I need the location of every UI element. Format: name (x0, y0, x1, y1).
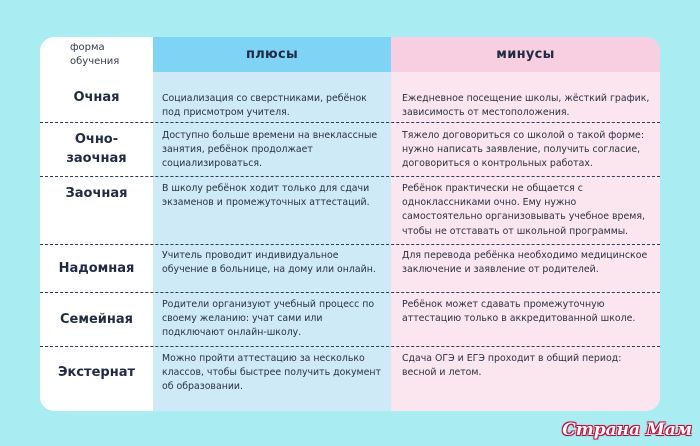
row-plus-text: Родители организуют учебный процесс по своему желанию: учат сами или подключают онлайн-школу. (162, 299, 375, 339)
row-form-name: Надомная (58, 260, 135, 276)
row-plus-text: Можно пройти аттестацию за несколько классов, чтобы быстрее получить документ об образовании. (162, 353, 381, 393)
header-form-label: форма обучения (70, 42, 120, 67)
header-minus-label: минусы (391, 37, 660, 72)
row-form-name: Очная (73, 89, 120, 105)
table-row (40, 346, 660, 411)
row-form-name: Заочная (65, 186, 128, 201)
row-form-name: Очно- заочная (66, 132, 127, 166)
site-watermark: Страна Мам (562, 420, 692, 440)
table-row (40, 292, 660, 346)
row-minus-text: Сдача ОГЭ и ЕГЭ проходит в общий период: весной и летом. (402, 353, 622, 379)
table-row (40, 122, 660, 176)
row-form-name: Семейная (59, 311, 133, 327)
table-row (40, 72, 660, 122)
table-row (40, 244, 660, 292)
row-minus-text: Для перевода ребёнка необходимо медицинское заключение и заявление от родителей. (402, 250, 648, 276)
row-minus-text: Ребёнок практически не общается с одноклассниками очно. Ему нужно самостоятельно организовывать учебное время, чтобы не отставать от школьной программы. (402, 183, 645, 237)
row-minus-text: Ребёнок может сдавать промежуточную аттестацию только в аккредитованной школе. (402, 299, 636, 325)
table-row (40, 176, 660, 244)
row-plus-text: В школу ребёнок ходит только для сдачи экзаменов и промежуточных аттестаций. (162, 183, 370, 209)
row-minus-text: Тяжело договориться со школой о такой форме: нужно написать заявление, получить согласие, договориться о контрольных работах. (402, 130, 644, 170)
header-plus-label: плюсы (153, 37, 391, 72)
comparison-table (40, 37, 660, 411)
row-form-name: Экстернат (57, 365, 136, 380)
row-plus-text: Социализация со сверстниками, ребёнок под присмотром учителя. (162, 93, 367, 119)
row-plus-text: Учитель проводит индивидуальное обучение в больнице, на дому или онлайн. (162, 250, 376, 276)
row-minus-text: Ежедневное посещение школы, жёсткий график, зависимость от местоположения. (402, 93, 650, 119)
row-plus-text: Доступно больше времени на внеклассные занятия, ребёнок продолжает социализироваться. (162, 130, 378, 170)
